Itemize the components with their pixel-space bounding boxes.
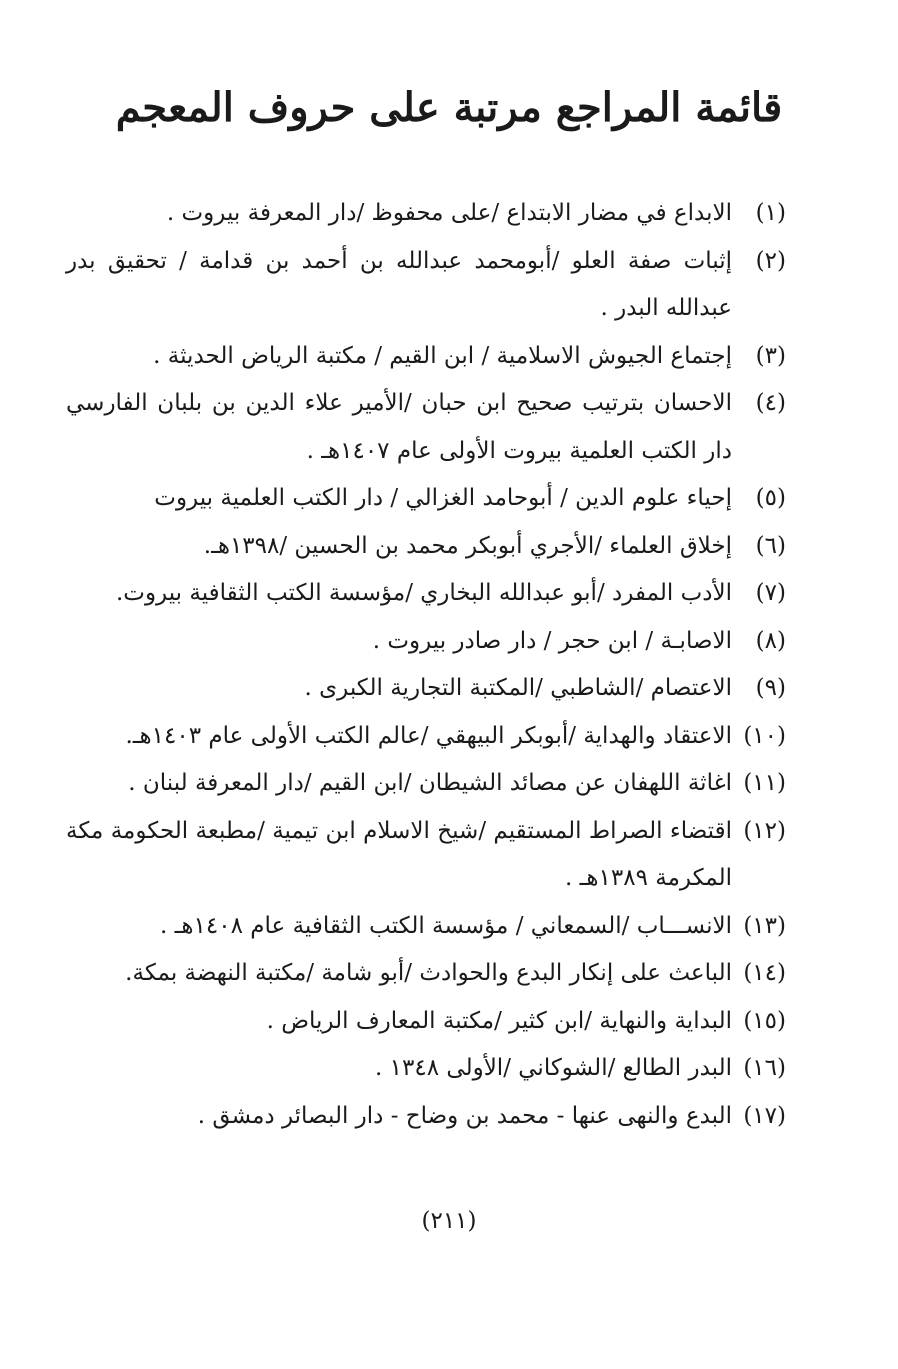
reference-number: (١٠)	[743, 722, 786, 749]
reference-text: الابداع في مضار الابتداع /على محفوظ /دار المعرفة بيروت .	[166, 200, 732, 226]
reference-text: الأدب المفرد /أبو عبدالله البخاري /مؤسسة الكتب الثقافية بيروت.	[115, 580, 732, 606]
reference-text: إخلاق العلماء /الأجري أبوبكر محمد بن الحسين /١٣٩٨هـ.	[203, 532, 732, 559]
reference-item	[66, 903, 786, 951]
reference-item	[66, 570, 786, 618]
reference-text: البدر الطالع /الشوكاني /الأولى ١٣٤٨ .	[375, 1055, 732, 1081]
reference-item	[66, 665, 786, 713]
reference-number: (٨)	[755, 627, 786, 654]
reference-item	[66, 333, 786, 381]
reference-text: إجتماع الجيوش الاسلامية / ابن القيم / مكتبة الرياض الحديثة .	[153, 342, 732, 369]
reference-item	[66, 760, 786, 808]
reference-text: الباعث على إنكار البدع والحوادث /أبو شامة /مكتبة النهضة بمكة.	[125, 960, 732, 986]
page-number: (٢١١)	[421, 1208, 477, 1234]
reference-number: (٧)	[755, 580, 786, 606]
reference-number: (٥)	[755, 485, 786, 511]
reference-number: (١١)	[743, 770, 786, 796]
reference-item	[66, 1093, 786, 1141]
reference-text: الاعتقاد والهداية /أبوبكر البيهقي /عالم الكتب الأولى عام ١٤٠٣هـ.	[125, 722, 732, 749]
reference-number: (٦)	[755, 532, 786, 559]
references-list	[66, 190, 786, 1140]
reference-text: الاحسان بترتيب صحيح ابن حبان /الأمير علاء الدين بن بلبان الفارسي دار الكتب العلمية بيروت الأولى عام ١٤٠٧هـ .	[66, 390, 732, 464]
reference-text: الاصابـة / ابن حجر / دار صادر بيروت .	[372, 627, 732, 654]
reference-text: البداية والنهاية /ابن كثير /مكتبة المعارف الرياض .	[266, 1007, 732, 1034]
reference-item	[66, 238, 786, 333]
reference-number: (١٣)	[743, 912, 786, 939]
reference-number: (١)	[755, 200, 786, 226]
reference-text: الانســـاب /السمعاني / مؤسسة الكتب الثقافية عام ١٤٠٨هـ .	[160, 912, 732, 939]
reference-text: البدع والنهى عنها - محمد بن وضاح - دار البصائر دمشق .	[197, 1102, 732, 1129]
reference-text: اغاثة اللهفان عن مصائد الشيطان /ابن القيم /دار المعرفة لبنان .	[128, 770, 732, 796]
reference-number: (١٢)	[743, 817, 786, 844]
reference-text: إحياء علوم الدين / أبوحامد الغزالي / دار الكتب العلمية بيروت	[154, 485, 732, 511]
reference-number: (١٥)	[743, 1007, 786, 1034]
reference-number: (٤)	[755, 390, 786, 416]
reference-item	[66, 380, 786, 475]
reference-item	[66, 950, 786, 998]
reference-number: (١٦)	[743, 1055, 786, 1081]
reference-text: اقتضاء الصراط المستقيم /شيخ الاسلام ابن تيمية /مطبعة الحكومة مكة المكرمة ١٣٨٩هـ .	[66, 817, 732, 891]
reference-number: (١٤)	[743, 960, 786, 986]
reference-item	[66, 713, 786, 761]
reference-text: الاعتصام /الشاطبي /المكتبة التجارية الكبرى .	[304, 675, 732, 701]
reference-number: (١٧)	[743, 1102, 786, 1129]
reference-number: (٢)	[755, 247, 786, 274]
reference-item	[66, 523, 786, 571]
reference-number: (٣)	[755, 342, 786, 369]
reference-text: إثبات صفة العلو /أبومحمد عبدالله بن أحمد بن قدامة / تحقيق بدر عبدالله البدر .	[66, 247, 732, 321]
reference-item	[66, 475, 786, 523]
reference-item	[66, 618, 786, 666]
reference-item	[66, 190, 786, 238]
reference-number: (٩)	[755, 675, 786, 701]
reference-item	[66, 998, 786, 1046]
page-title: قائمة المراجع مرتبة على حروف المعجم	[115, 84, 783, 131]
reference-item	[66, 1045, 786, 1093]
reference-item	[66, 808, 786, 903]
